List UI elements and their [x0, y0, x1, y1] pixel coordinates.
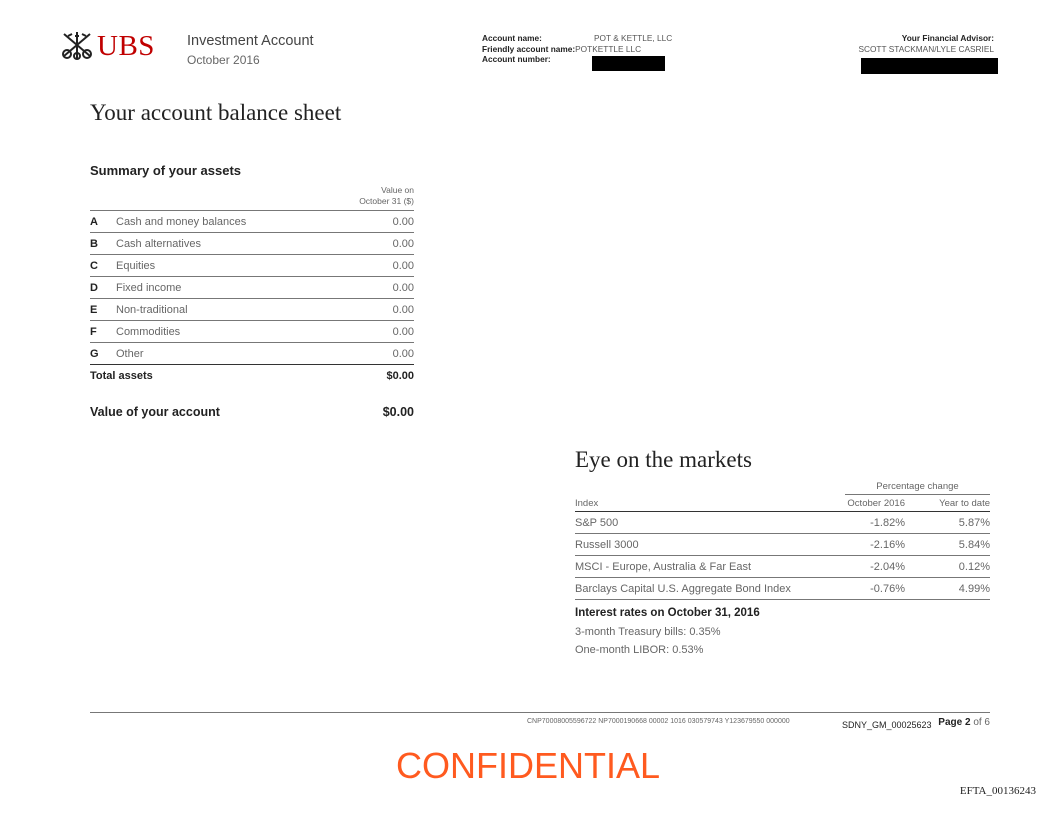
- barcode-text: CNP70008005596722 NP7000190668 00002 1016 030579743 Y123679550 000000: [527, 718, 790, 725]
- account-value-row: [90, 405, 414, 419]
- market-row: [575, 534, 990, 556]
- index-name: Barclays Capital U.S. Aggregate Bond Index: [575, 582, 791, 595]
- assets-table: [90, 185, 414, 419]
- friendly-name-label: Friendly account name:: [482, 43, 576, 54]
- account-name-label: Account name:: [482, 33, 542, 43]
- value-column-header: Value on October 31 ($): [359, 185, 414, 206]
- asset-row: [90, 276, 414, 298]
- statement-period: October 2016: [187, 53, 260, 67]
- percentage-change-header: Percentage change: [845, 481, 990, 495]
- advisor-name: SCOTT STACKMAN/LYLE CASRIEL: [858, 43, 994, 54]
- summary-title: Summary of your assets: [90, 163, 242, 178]
- account-value: $0.00: [382, 405, 414, 419]
- account-number-label: Account number:: [482, 54, 551, 64]
- page-number: [938, 717, 990, 728]
- asset-value: 0.00: [392, 303, 414, 316]
- asset-row: [90, 320, 414, 342]
- index-header: Index: [575, 497, 599, 509]
- asset-label: Other: [116, 347, 144, 360]
- month-change: -2.04%: [870, 560, 905, 573]
- keys-logo-icon: [60, 30, 94, 60]
- ytd-change: 5.84%: [958, 538, 990, 551]
- total-assets-value: $0.00: [386, 370, 414, 382]
- balance-sheet-title: Your account balance sheet: [90, 100, 342, 125]
- efta-id: EFTA_00136243: [959, 785, 1036, 797]
- markets-header-row: [575, 495, 990, 512]
- asset-letter: D: [90, 281, 98, 294]
- market-row: [575, 512, 990, 534]
- month-change: -0.76%: [870, 582, 905, 595]
- asset-label: Fixed income: [116, 281, 182, 294]
- markets-table: [575, 481, 990, 600]
- confidential-stamp: CONFIDENTIAL: [395, 745, 661, 786]
- index-name: Russell 3000: [575, 538, 639, 551]
- asset-label: Cash alternatives: [116, 237, 201, 250]
- asset-value: 0.00: [392, 347, 414, 360]
- asset-letter: C: [90, 259, 98, 272]
- advisor-label: Your Financial Advisor:: [901, 33, 994, 43]
- ytd-change: 5.87%: [958, 516, 990, 529]
- logo-text: UBS: [97, 30, 155, 62]
- asset-row: [90, 298, 414, 320]
- asset-letter: B: [90, 237, 98, 250]
- asset-letter: G: [90, 347, 99, 360]
- asset-label: Cash and money balances: [116, 215, 247, 228]
- market-row: [575, 556, 990, 578]
- account-value-label: Value of your account: [90, 405, 220, 419]
- ytd-header: Year to date: [939, 497, 990, 509]
- total-assets-label: Total assets: [90, 370, 153, 382]
- account-number-redaction: [592, 56, 665, 71]
- asset-letter: E: [90, 303, 98, 316]
- libor-rate: One-month LIBOR: 0.53%: [575, 644, 704, 656]
- footer-divider: [90, 712, 990, 713]
- asset-row: [90, 254, 414, 276]
- index-name: S&P 500: [575, 516, 619, 529]
- month-change: -1.82%: [870, 516, 905, 529]
- asset-letter: A: [90, 215, 98, 228]
- account-name-value: POT & KETTLE, LLC: [594, 33, 673, 43]
- asset-label: Equities: [116, 259, 156, 272]
- ytd-change: 4.99%: [958, 582, 990, 595]
- ubs-logo: [60, 30, 170, 64]
- asset-letter: F: [90, 325, 97, 338]
- document-id: SDNY_GM_00025623: [842, 720, 932, 730]
- asset-value: 0.00: [392, 325, 414, 338]
- markets-title: Eye on the markets: [575, 447, 752, 472]
- friendly-name-value: POTKETTLE LLC: [575, 43, 642, 54]
- asset-value: 0.00: [392, 215, 414, 228]
- index-name: MSCI - Europe, Australia & Far East: [575, 560, 752, 573]
- month-header: October 2016: [847, 497, 905, 509]
- asset-row: [90, 232, 414, 254]
- total-assets-row: [90, 364, 414, 387]
- asset-row: [90, 342, 414, 364]
- advisor-redaction: [861, 58, 998, 74]
- page-total: of 6: [973, 717, 990, 728]
- treasury-rate: 3-month Treasury bills: 0.35%: [575, 626, 721, 638]
- month-change: -2.16%: [870, 538, 905, 551]
- asset-value: 0.00: [392, 237, 414, 250]
- asset-value: 0.00: [392, 281, 414, 294]
- page-label: Page: [938, 717, 963, 728]
- asset-row: [90, 210, 414, 232]
- asset-label: Commodities: [116, 325, 181, 338]
- interest-rates-title: Interest rates on October 31, 2016: [575, 607, 760, 619]
- page-current: 2: [964, 717, 971, 728]
- asset-value: 0.00: [392, 259, 414, 272]
- statement-title: Investment Account: [187, 33, 314, 49]
- asset-label: Non-traditional: [116, 303, 188, 316]
- ytd-change: 0.12%: [958, 560, 990, 573]
- advisor-info: [858, 33, 994, 54]
- market-row: [575, 578, 990, 600]
